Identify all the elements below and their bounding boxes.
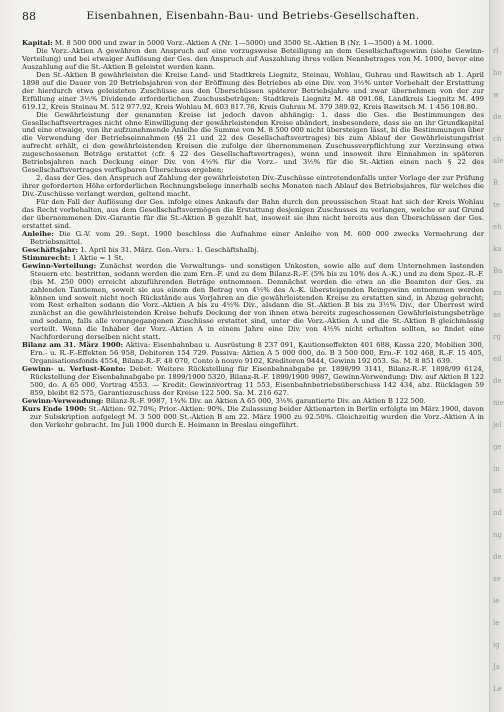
section-paragraph xyxy=(22,342,484,366)
paragraph-text: 1 Aktie = 1 St. xyxy=(72,253,124,262)
edge-fragment: Ba xyxy=(493,267,503,275)
edge-fragment: jel xyxy=(493,421,502,429)
edge-fragment: ie xyxy=(493,597,500,605)
running-title: Eisenbahnen, Eisenbahn-Bau- und Betriebs-Gesellschaften. xyxy=(86,10,420,22)
edge-fragment: eh xyxy=(493,223,502,231)
section-label: Stimmrecht: xyxy=(22,253,71,262)
paragraph-text: Die G.-V. vom 29. Sept. 1900 beschloss die Aufnahme einer Anleihe von M. 600 000 zwecks Vermehrung der Betriebsmittel. xyxy=(30,229,484,246)
edge-fragment: rg xyxy=(493,333,501,341)
edge-fragment: ale xyxy=(493,157,504,165)
page-header xyxy=(22,10,484,26)
edge-fragment: Ja xyxy=(493,663,500,671)
section-label: Geschäftsjahr: xyxy=(22,245,78,254)
paragraph-text: M. 8 500 000 und zwar in 5000 Vorz.-Aktien A (Nr. 1—5000) und 3500 St.-Aktien B (Nr. 1—3500) à M. 1000. xyxy=(54,39,435,47)
edge-fragment: ka xyxy=(493,245,502,253)
edge-fragment: R xyxy=(493,179,499,187)
paragraph-text: Die Vorz.-Aktien A gewähren den Anspruch auf eine vorzugsweise Beteiligung an dem Gesellschaftsgewinn (siehe Gewinn-Verteilung) und bei etwaiger Auflösung der Ges. den Anspruch auf Auszahlung ihres vollen Nennbetrages von M. 1000, bevor eine Auszahlung auf die St.-Aktien B geleistet werden kann. xyxy=(22,46,484,71)
edge-fragment: ig xyxy=(493,641,500,649)
body-paragraph xyxy=(22,72,484,112)
body-paragraph xyxy=(22,112,484,176)
edge-fragment: ch xyxy=(493,135,502,143)
edge-fragment: in xyxy=(493,465,500,473)
adjacent-page-edge xyxy=(489,0,504,712)
body-paragraph xyxy=(22,175,484,199)
section-label: Bilanz am 31. März 1900: xyxy=(22,341,124,350)
edge-fragment: de xyxy=(493,377,502,385)
adjacent-page-text xyxy=(490,40,504,700)
section-label: Gewinn-Verteilung: xyxy=(22,261,97,270)
edge-fragment: as xyxy=(493,311,501,319)
paragraph-text: Zunächst werden die Verwaltungs- und sonstigen Unkosten, sowie alle auf dem Unternehmen lastenden Steuern etc. bestritten, sodann werden die zum Ern.-F. und zu dem Bilanz-R.-F. (5% bis zu 10% des A.-K.) und zu dem Spez.-R.-F. (bis M. 250 000) erreicht abzuführenden Beträge entnommen. Demnächst werden die etwa an die Beamten der Ges. zu zahlenden Tantiemen, soweit sie aus einem den Betrag von 4½% des A.-K. übersteigenden Reingewinn entnommen werden können und soweit nicht noch Rückstände aus Vorjahren an die gewährleistenden Kreise zu erstatten sind, in Abzug gebracht; vom Rest erhalten sodann die Vorz.-Aktien A bis zu 4½% Div., alsdann die St.-Aktien B bis zu 3½% Div., der Überrest wird zunächst an die gewährleistenden Kreise behufs Deckung der von ihnen etwa bereits zugeschossenen Gewährleistungsbeträge und sodann, falls alle vorangegangenen Zuschüsse erstattet sind, unter die Vorz.-Aktien A und die St.-Aktien B gleichmässig verteilt. Wenn die Inhaber der Vorz.-Aktien A in einem Jahre eine Div. von 4½% nicht erhalten sollten, so findet eine Nachforderung derselben nicht statt. xyxy=(30,261,484,342)
section-label: Kurs Ende 1900: xyxy=(22,404,87,413)
edge-fragment: ng xyxy=(493,531,502,539)
page-number: 88 xyxy=(22,10,36,23)
edge-fragment: se xyxy=(493,575,501,583)
paragraph-text: Aktiva: Eisenbahnbau u. Ausrüstung 8 237 091, Kautionseffekten 401 688, Kassa 220, Mobilien 300, Ern.- u. R.-F.-Effekten 56 958, Debitoren 154 729. Passiva: Aktien A 5 000 000, do. B 3 500 000, Ern.-F. 102 468, R.-F. 15 405, Organisationsfonds 4554, Bilanz-R.-F. 48 070, Conto à nouvo 9102, Kreditoren 9444, Gewinn 192 053. Sa. M. 8 851 639. xyxy=(30,341,484,366)
edge-fragment: de xyxy=(493,553,502,561)
section-label: Anleihe: xyxy=(22,229,54,238)
edge-fragment: ist xyxy=(493,487,502,495)
paragraph-text: Debet: Weitere Rückstellung für Eisenbahnabgabe pr. 1898/99 3141, Bilanz-R.-F. 1898/99 6124, Rückstellung der Eisenbahnabgabe pr. 1899/1900 5320, Bilanz-R.-F. 1899/1900 9987, Gewinn-Verwendung: Div. auf Aktien B 122 500, do. A 65 000, Vortrag 4553. — Kredit: Gewinnvortrag 11 553, Eisenbahnbetriebsüberschuss 142 434, abz. Rücklagen 59 859, bleibt 82 575, Garantiezuschuss der Kreise 122 500. Sa. M. 216 627. xyxy=(30,365,484,397)
body-paragraph xyxy=(22,48,484,72)
edge-fragment: w xyxy=(493,91,499,99)
body-paragraph xyxy=(22,199,484,231)
edge-fragment: te xyxy=(493,201,500,209)
page-body xyxy=(22,40,484,704)
section-paragraph xyxy=(22,231,484,247)
edge-fragment: zu xyxy=(493,289,502,297)
section-paragraph xyxy=(22,366,484,398)
paragraph-text: Bilanz-R.-F. 9987, 1¾% Div. an Aktien A 65 000, 3½% garantierte Div. an Aktien B 122 500. xyxy=(105,396,426,405)
edge-fragment: eil xyxy=(493,355,502,363)
edge-fragment: le xyxy=(493,619,500,627)
section-paragraph xyxy=(22,263,484,343)
edge-fragment: ho xyxy=(493,69,502,77)
section-label: Gewinn- u. Verlust-Konto: xyxy=(22,365,126,374)
edge-fragment: Le xyxy=(493,685,502,693)
edge-fragment: de xyxy=(493,113,502,121)
paragraph-text: St.-Aktien: 92.70%; Prior.-Aktien: 90%. Die Zulassung beider Aktienarten in Berlin erfolgte im März 1900, davon zur Subskription aufgelegt M. 3 500 000 St.-Aktien B am 22. März 1900 zu 92.50%. Gleichzeitig wurden die Vorz.-Aktien A in den Verkehr gebracht. Im Juli 1900 durch E. Heimann in Breslau eingeführt. xyxy=(30,404,484,429)
edge-fragment: nd xyxy=(493,509,502,517)
section-label: Gewinn-Verwendung: xyxy=(22,396,104,405)
paragraph-text: Den St.-Aktien B gewährleisten die Kreise Land- und Stadtkreis Liegnitz, Steinau, Wohlau, Guhrau und Rawitsch ab 1. April 1898 auf die Dauer von 20 Betriebsjahren von der Eröffnung des Betriebes ab eine Div. von 3½% unter Vorbehalt der Erstattung der hierdurch etwa geleisteten Zuschüsse aus den Überschüssen späterer Betriebsjahre und zwar übernehmen von der zur Erfüllung einer 3½% Dividende erforderlichen Zuschussbeträgen: Stadtkreis Liegnitz M. 48 091.68, Landkreis Liegnitz M. 499 619.12, Kreis Steinau M. 512 977.92, Kreis Wohlau M. 603 817.76, Kreis Guhrau M. 379 389.92, Kreis Rawitsch M. 1 456 108.80. xyxy=(22,70,484,111)
edge-fragment: nie xyxy=(493,399,504,407)
section-paragraph xyxy=(22,406,484,430)
paragraph-text: 2. dass der Ges. den Anspruch auf Zahlung der gewährleisteten Div.-Zuschüsse eintretendenfalls unter Vorlage der zur Prüfung ihrer geforderten Höhe erforderlichen Rechnungsbelege innerhalb sechs Monaten nach Ablauf des Betriebsjahres, für welches die Div.-Zuschüsse verlangt werden, geltend macht. xyxy=(22,174,484,199)
paragraph-text: Für den Fall der Auflösung der Ges. infolge eines Ankaufs der Bahn durch den preussischen Staat hat sich der Kreis Wohlau das Recht vorbehalten, aus dem Gesellschaftsvermögen die Erstattung desjenigen Zuschusses zu verlangen, welche er auf Grund der übernommenen Div.-Garantie für die St.-Aktien B gezahlt hat, insoweit sie ihm nicht bereits aus den Überschüssen der Ges. erstattet sind. xyxy=(22,198,484,230)
edge-fragment: rl xyxy=(493,47,499,55)
paragraph-text: Die Gewährleistung der genannten Kreise ist jedoch davon abhängig: 1. dass die Ges. die Bestimmungen des Gesellschaftsvertrages nicht ohne Einwilligung der gewährleistenden Kreise abändert, insbesondere, dass sie an ihr Grundkapital und eine etwaige, von ihr aufzunehmende Anleihe die Summe von M. 8 500 000 nicht übersteigen lässt, bi die Bestimmungen über die Verwendung der Betriebseinnahmen (§§ 21 und 22 des Gesellschaftsvertrages) bis zum Ablauf der Gewährleistungsfrist aufrecht erhält, ci den gewährleistenden Kreisen die zufolge der übernommenen Zuschussverpflichtung zur Verzinsung etwa zugeschossenen Beträge erstattet (cfr. § 22 des Gesellschaftsvertrages), wenn und insoweit ihre Einnahmen in späteren Betriebsjahren nach Deckung einer Div. von 4½% für die Vorz.- und 3½% für die St.-Aktien einen nach § 22 des Gesellschaftsvertrages verfügbaren Überschuss ergeben; xyxy=(22,110,484,175)
section-label: Kapital: xyxy=(22,39,53,47)
paragraph-text: 1. April bis 31. März. Gen.-Vers.: 1. Geschäftshalbj. xyxy=(80,245,259,254)
edge-fragment: ge xyxy=(493,443,502,451)
